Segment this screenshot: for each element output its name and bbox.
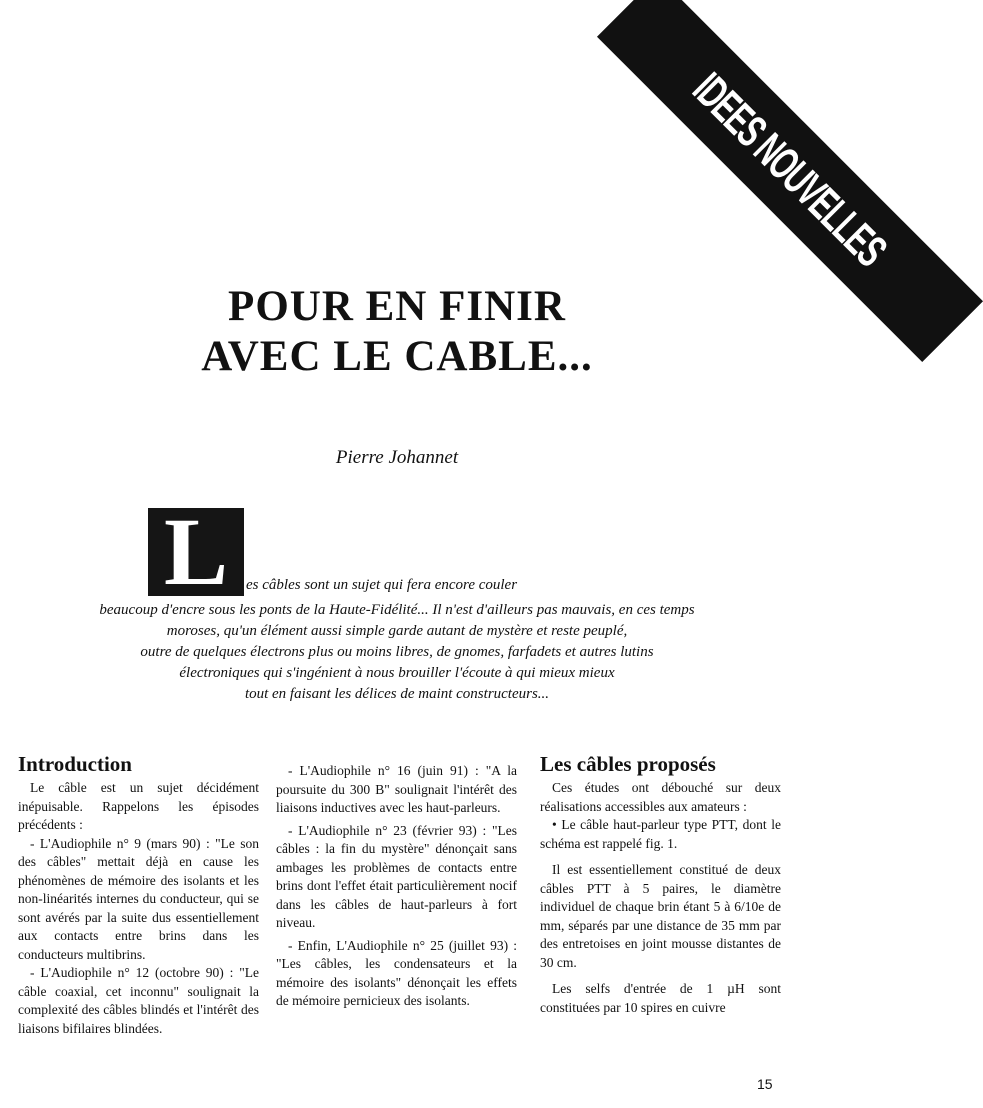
body-paragraph: Il est essentiellement constitué de deux câbles PTT à 5 paires, le diamètre individuel de chaque brin étant 5 à 6/10e de mm, séparés par une distance de 35 mm par des entretoises en joint mousse distantes de 30 cm. [540,862,781,970]
body-paragraph: Ces études ont débouché sur deux réalisations accessibles aux amateurs : [540,780,781,814]
lead-line: électroniques qui s'ingénient à nous brouiller l'écoute à qui mieux mieux [179,665,615,681]
lead-line: beaucoup d'encre sous les ponts de la Haute-Fidélité... Il n'est d'ailleurs pas mauvais, en ces temps [99,602,695,618]
body-paragraph: - Enfin, L'Audiophile n° 25 (juillet 93) : "Les câbles, les condensateurs et la mémoire des isolants" dénonçait les effets de mémoire pernicieux des isolants. [276,937,517,1008]
body-paragraph: - L'Audiophile n° 23 (février 93) : "Les câbles : la fin du mystère" dénonçait sans ambages les problèmes de contacts entre brins dont l'effet était particulièrement nocif dans les câbles de haut-parleurs à fort niveau. [276,822,517,930]
lead-line: tout en faisant les délices de maint constructeurs... [244,686,550,702]
lead-first-line: es câbles sont un sujet qui fera encore couler [246,577,518,593]
author-name: Pierre Johannet [335,447,459,468]
body-paragraph: Les selfs d'entrée de 1 µH sont constituées par 10 spires en cuivre [540,981,781,1015]
body-paragraph: Le câble est un sujet décidément inépuisable. Rappelons les épisodes précédents : [18,780,259,832]
column-middle [276,762,517,1011]
title-line-2: AVEC LE CABLE... [201,333,593,380]
body-paragraph: • Le câble haut-parleur type PTT, dont le schéma est rappelé fig. 1. [540,817,781,851]
column-cables [540,752,781,1017]
lead-paragraph [0,600,794,705]
drop-cap: L [148,508,244,596]
banner-label: IDEES NOUVELLES [683,62,897,276]
article-title [0,282,794,382]
section-heading-introduction: Introduction [18,752,132,776]
section-heading-cables: Les câbles proposés [540,752,716,776]
column-introduction [18,752,259,1038]
body-paragraph: - L'Audiophile n° 16 (juin 91) : "A la poursuite du 300 B" soulignait l'intérêt des liaisons inductives avec les haut-parleurs. [276,763,517,815]
body-paragraph: - L'Audiophile n° 9 (mars 90) : "Le son des câbles" mettait déjà en cause les phénomènes de mémoire des isolants et les non-linéarités internes du conducteur, qui se sont avérés par la suite dus essentiellement aux contacts entre brins dans les conducteurs multibrins. [18,835,259,962]
lead-line: moroses, qu'un élément aussi simple garde autant de mystère et reste peuplé, [166,623,628,639]
lead-line: outre de quelques électrons plus ou moins libres, de gnomes, farfadets et autres lutins [140,644,654,660]
page-number: 15 [757,1076,773,1092]
title-line-1: POUR EN FINIR [228,283,566,330]
body-paragraph: - L'Audiophile n° 12 (octobre 90) : "Le câble coaxial, cet inconnu" soulignait la complexité des câbles blindés et l'intérêt des liaisons bifilaires blindées. [18,965,259,1036]
